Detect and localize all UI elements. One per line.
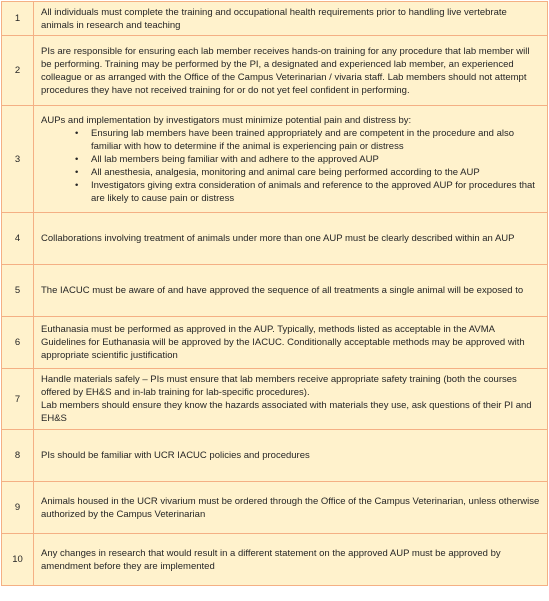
row-text: The IACUC must be aware of and have approved the sequence of all treatments a single animal will be exposed to bbox=[34, 265, 548, 317]
row-text: Any changes in research that would result in a different statement on the approved AUP must be approved by amendment before they are implemented bbox=[34, 534, 548, 586]
row-text-part: All individuals must complete the bbox=[41, 6, 182, 18]
row-text bbox=[34, 430, 548, 482]
bullet-icon: • bbox=[75, 166, 79, 178]
row-number: 2 bbox=[2, 36, 34, 106]
list-item bbox=[75, 153, 541, 166]
row-text-part: prior to handling live vertebrate animals in research and teaching bbox=[41, 6, 507, 31]
bullet-icon: • bbox=[75, 127, 79, 139]
table-row bbox=[2, 369, 548, 430]
row-number: 4 bbox=[2, 213, 34, 265]
row-number: 9 bbox=[2, 482, 34, 534]
row-number: 10 bbox=[2, 534, 34, 586]
table-row bbox=[2, 36, 548, 106]
training-requirements-link[interactable]: training and occupational health requirements bbox=[181, 6, 374, 18]
row-text: PIs are responsible for ensuring each lab member receives hands-on training for any procedure that lab member will be performing. Training may be performed by the PI, a designated and experienced lab member, an experienced colleague or as arranged with the Office of the Campus Veterinarian / vivaria staff. Lab members should not attempt procedures they have not received training for or do not yet feel confident in performing. bbox=[34, 36, 548, 106]
row-text bbox=[34, 106, 548, 213]
table-row bbox=[2, 430, 548, 482]
list-item-text: Investigators giving extra consideration of animals and reference to the approved AUP for procedures that are likely to cause pain or distress bbox=[91, 179, 535, 204]
row-number: 5 bbox=[2, 265, 34, 317]
row-text bbox=[34, 369, 548, 430]
ucr-iacuc-policies-link[interactable]: UCR IACUC policies and procedures bbox=[154, 450, 310, 461]
list-item-text: All lab members being familiar with and adhere to the approved AUP bbox=[91, 153, 379, 165]
row-number: 7 bbox=[2, 369, 34, 430]
table-row bbox=[2, 534, 548, 586]
row-number: 3 bbox=[2, 106, 34, 213]
row-text: Animals housed in the UCR vivarium must be ordered through the Office of the Campus Veterinarian, unless otherwise authorized by the Campus Veterinarian bbox=[34, 482, 548, 534]
list-item-text: Ensuring lab members have been trained appropriately and are competent in the procedure and also familiar with how to determine if the animal is experiencing pain or distress bbox=[91, 127, 515, 152]
table-row bbox=[2, 317, 548, 369]
row-text: Collaborations involving treatment of animals under more than one AUP must be clearly described within an AUP bbox=[34, 213, 548, 265]
list-item bbox=[75, 166, 541, 179]
table-row bbox=[2, 213, 548, 265]
bullet-icon: • bbox=[75, 179, 79, 191]
row-paragraph: Handle materials safely – PIs must ensure that lab members receive appropriate safety training (both the courses offered by EH&S and in-lab training for lab-specific procedures). bbox=[41, 374, 517, 398]
list-item-text: All anesthesia, analgesia, monitoring and animal care being performed according to the AUP bbox=[91, 166, 480, 178]
table-row bbox=[2, 2, 548, 36]
row-number: 6 bbox=[2, 317, 34, 369]
list-item bbox=[75, 179, 541, 205]
row-text-part: PIs should be familiar with bbox=[41, 450, 154, 461]
bullet-list bbox=[41, 127, 541, 205]
table-row bbox=[2, 482, 548, 534]
list-item bbox=[75, 127, 541, 153]
row-number: 8 bbox=[2, 430, 34, 482]
row-intro: AUPs and implementation by investigators must minimize potential pain and distress by: bbox=[41, 114, 412, 126]
row-text: Euthanasia must be performed as approved in the AUP. Typically, methods listed as acceptable in the AVMA Guidelines for Euthanasia will be approved by the IACUC. Conditionally acceptable methods may be approved with appropriate scientific justification bbox=[34, 317, 548, 369]
requirements-table bbox=[1, 1, 548, 586]
bullet-icon: • bbox=[75, 153, 79, 165]
row-number: 1 bbox=[2, 2, 34, 36]
table-row bbox=[2, 106, 548, 213]
table-row bbox=[2, 265, 548, 317]
row-paragraph: Lab members should ensure they know the hazards associated with materials they use, ask questions of their PI and EH&S bbox=[41, 400, 532, 424]
row-text bbox=[34, 2, 548, 36]
